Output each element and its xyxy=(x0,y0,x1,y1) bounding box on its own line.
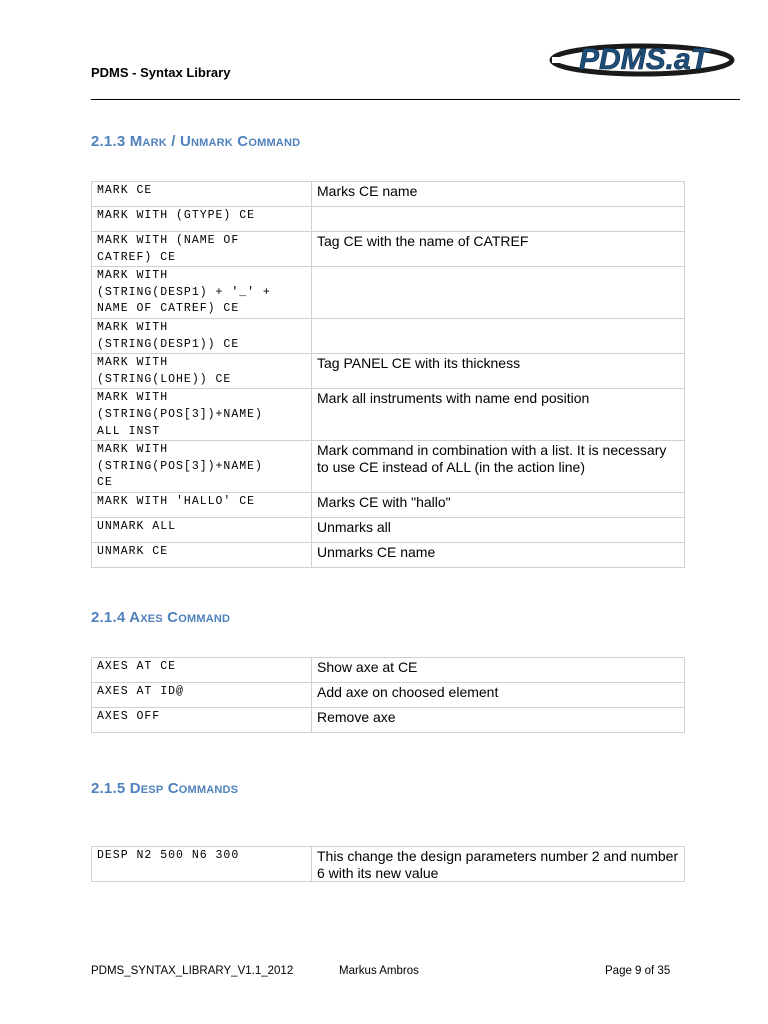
table-row xyxy=(92,518,685,543)
table-row xyxy=(92,207,685,232)
command-cell: MARK WITH (NAME OF CATREF) CE xyxy=(92,232,312,267)
table-row xyxy=(92,683,685,708)
description-cell xyxy=(312,318,685,353)
command-cell: MARK WITH (STRING(LOHE)) CE xyxy=(92,354,312,389)
axes-table xyxy=(91,657,685,733)
header-divider xyxy=(91,99,740,100)
command-cell: MARK WITH (STRING(POS[3])+NAME) ALL INST xyxy=(92,389,312,441)
command-cell: AXES OFF xyxy=(92,708,312,733)
table-row xyxy=(92,318,685,353)
section-title-desp: 2.1.5 Desp Commands xyxy=(91,780,239,797)
footer-author: Markus Ambros xyxy=(339,965,419,977)
table-row xyxy=(92,354,685,389)
command-cell: MARK WITH (STRING(DESP1)) CE xyxy=(92,318,312,353)
table-row xyxy=(92,543,685,568)
document-title: PDMS - Syntax Library xyxy=(91,65,231,80)
description-cell: Show axe at CE xyxy=(312,658,685,683)
command-cell: MARK WITH (STRING(POS[3])+NAME) CE xyxy=(92,441,312,493)
table-row xyxy=(92,658,685,683)
section-title-axes: 2.1.4 Axes Command xyxy=(91,609,231,626)
description-cell xyxy=(312,267,685,319)
mark-unmark-table xyxy=(91,181,685,568)
desp-table xyxy=(91,846,685,882)
command-cell: AXES AT CE xyxy=(92,658,312,683)
description-cell: Tag PANEL CE with its thickness xyxy=(312,354,685,389)
command-cell: DESP N2 500 N6 300 xyxy=(92,847,312,882)
table-row xyxy=(92,493,685,518)
description-cell: Unmarks CE name xyxy=(312,543,685,568)
section-title-mark-unmark: 2.1.3 Mark / Unmark Command xyxy=(91,133,301,150)
description-cell: Tag CE with the name of CATREF xyxy=(312,232,685,267)
command-cell: MARK WITH 'HALLO' CE xyxy=(92,493,312,518)
table-row xyxy=(92,708,685,733)
command-cell: AXES AT ID@ xyxy=(92,683,312,708)
table-row xyxy=(92,389,685,441)
footer-doc-id: PDMS_SYNTAX_LIBRARY_V1.1_2012 xyxy=(91,965,294,977)
description-cell: Mark command in combination with a list. It is necessary to use CE instead of ALL (in the action line) xyxy=(312,441,685,493)
command-cell: UNMARK ALL xyxy=(92,518,312,543)
command-cell: UNMARK CE xyxy=(92,543,312,568)
command-cell: MARK WITH (STRING(DESP1) + '_' + NAME OF CATREF) CE xyxy=(92,267,312,319)
table-row xyxy=(92,441,685,493)
description-cell xyxy=(312,207,685,232)
description-cell: Add axe on choosed element xyxy=(312,683,685,708)
table-row xyxy=(92,847,685,882)
svg-text:PDMS.aT: PDMS.aT xyxy=(578,43,710,76)
footer-page-number: Page 9 of 35 xyxy=(605,965,671,977)
description-cell: Remove axe xyxy=(312,708,685,733)
description-cell: Mark all instruments with name end position xyxy=(312,389,685,441)
table-row xyxy=(92,267,685,319)
command-cell: MARK CE xyxy=(92,182,312,207)
command-cell: MARK WITH (GTYPE) CE xyxy=(92,207,312,232)
table-row xyxy=(92,232,685,267)
table-row xyxy=(92,182,685,207)
description-cell: This change the design parameters number 2 and number 6 with its new value xyxy=(312,847,685,882)
pdms-logo xyxy=(548,38,736,82)
description-cell: Marks CE name xyxy=(312,182,685,207)
description-cell: Unmarks all xyxy=(312,518,685,543)
description-cell: Marks CE with "hallo" xyxy=(312,493,685,518)
